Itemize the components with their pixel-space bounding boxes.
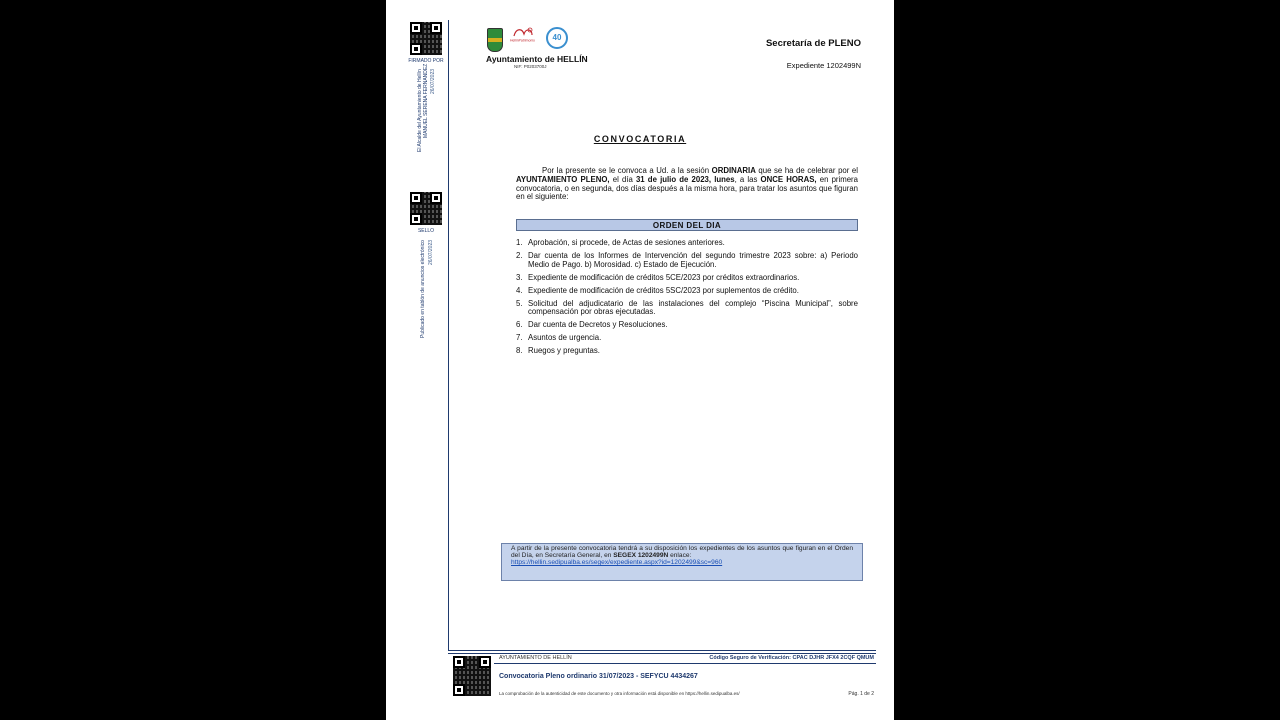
- footer-qr-code: [453, 656, 491, 696]
- agenda-item: 7. Asuntos de urgencia.: [516, 333, 602, 343]
- agenda-item: 3. Expediente de modificación de créditos 5CE/2023 por créditos extraordinarios.: [516, 272, 800, 282]
- footer-separator: [494, 663, 876, 664]
- expediente-number: Expediente 1202499N: [786, 61, 861, 70]
- anniversary-logo: 40: [546, 27, 568, 49]
- expediente-notice-box: A partir de la presente convocatoria tendrá a su disposición los expedientes de los asuntos que figuran en el Orden del Día, en Secretaría General, en SEGEX 1202499N enlace: https://hellin.sedipualba.es/segex/expediente.aspx?id=1202499&sc=960: [501, 543, 863, 581]
- sello-text: Publicado en tablón de anuncios electrónico: [420, 240, 426, 338]
- footer-verification-text: La comprobación de la autenticidad de este documento y otra información está disponible en https://hellin.sedipualba.es/: [499, 691, 740, 696]
- agenda-item: 5. Solicitud del adjudicatario de las instalaciones del complejo “Piscina Municipal”, sobre compensación por obras ejecutadas.: [516, 298, 858, 317]
- segex-link[interactable]: https://hellin.sedipualba.es/segex/expediente.aspx?id=1202499&sc=960: [511, 559, 723, 566]
- agenda-item: 4. Expediente de modificación de créditos 5SC/2023 por suplementos de crédito.: [516, 285, 799, 295]
- footer-divider: [448, 650, 876, 654]
- firmado-date: 26/07/2023: [430, 68, 436, 94]
- footer-csv: Código Seguro de Verificación: CPAC DJHR JFX4 2CQF QMUM: [709, 655, 874, 661]
- agenda-item: 1. Aprobación, si procede, de Actas de sesiones anteriores.: [516, 238, 725, 247]
- logo-mid-text: HellínPatrimonio: [510, 38, 535, 42]
- document-page: [386, 0, 894, 720]
- ayuntamiento-name: Ayuntamiento de HELLÍN: [486, 54, 588, 64]
- orden-del-dia-heading: ORDEN DEL DIA: [516, 219, 858, 231]
- sello-date: 26/07/2023: [428, 239, 434, 265]
- sello-qr-code: [410, 192, 442, 225]
- page-number: Pág. 1 de 2: [848, 691, 874, 697]
- intro-paragraph: Por la presente se le convoca a Ud. a la sesión ORDINARIA que se ha de celebrar por el AYUNTAMIENTO PLENO, el día 31 de julio de 2023, lunes, a las ONCE HORAS, en primera convocatoria, o en segunda, dos días después a la misma hora, para tratar los asuntos que figuran en el siguiente:: [516, 166, 858, 202]
- coat-of-arms-logo: [487, 28, 503, 52]
- sello-label: SELLO: [417, 228, 435, 234]
- firmado-label: FIRMADO POR: [408, 58, 444, 64]
- agenda-list: [516, 239, 858, 360]
- hellin-patrimonio-logo: [510, 26, 536, 42]
- agenda-item: 2. Dar cuenta de los Informes de Intervención del segundo trimestre 2023 sobre: a) Periodo Medio de Pago. b) Morosidad. c) Estado de Ejecución.: [516, 250, 858, 269]
- footer-document-title: Convocatoria Pleno ordinario 31/07/2023 - SEFYCU 4434267: [499, 673, 698, 680]
- signature-qr-code: [410, 22, 442, 55]
- nif-text: NIF: P0203700J: [514, 64, 547, 69]
- agenda-item: 6. Dar cuenta de Decretos y Resoluciones.: [516, 320, 668, 330]
- firmado-text-1: El Alcalde del Ayuntamiento de Hellín: [417, 69, 423, 152]
- document-title: CONVOCATORIA: [593, 134, 687, 144]
- sidebar-divider: [448, 20, 449, 650]
- footer-ayuntamiento: AYUNTAMIENTO DE HELLÍN: [499, 655, 572, 661]
- secretaria-heading: Secretaría de PLENO: [765, 38, 861, 49]
- signature-sidebar: [386, 0, 450, 650]
- firmado-text-2: MANUEL SERENA FERNANDEZ: [423, 63, 429, 138]
- agenda-item: 8. Ruegos y preguntas.: [516, 346, 600, 356]
